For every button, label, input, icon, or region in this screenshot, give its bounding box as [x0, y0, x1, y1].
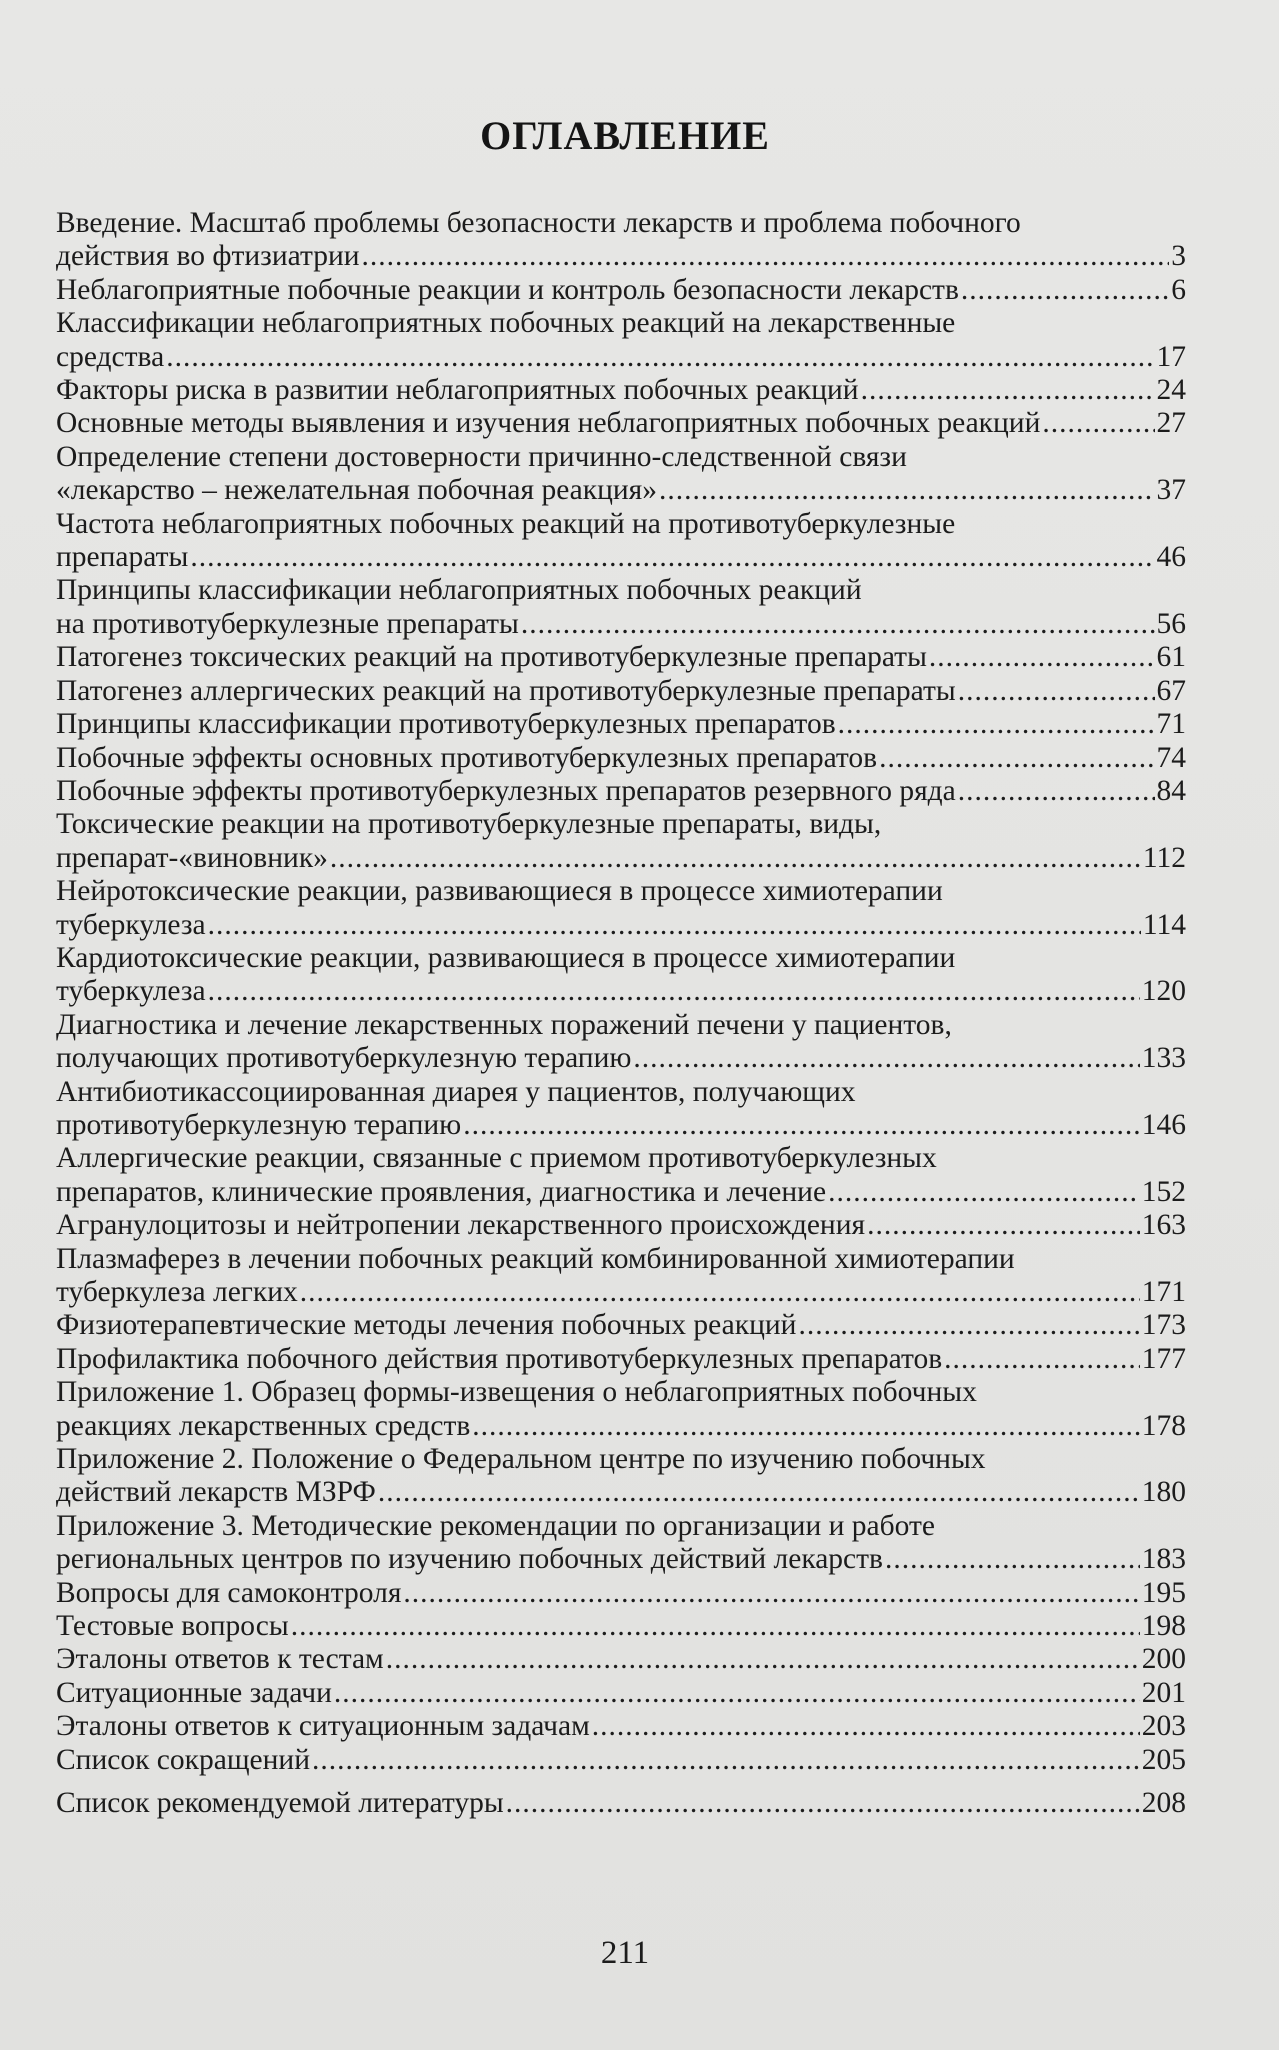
dot-leader [386, 1643, 1140, 1676]
toc-entry-text: препараты [56, 541, 189, 574]
toc-entry [56, 274, 1186, 307]
dot-leader [633, 1042, 1139, 1075]
dot-leader [867, 1209, 1140, 1242]
toc-entry [56, 1343, 1186, 1376]
toc-entry-last-line [56, 274, 1186, 307]
toc-entry-last-line [56, 1610, 1186, 1643]
toc-entry-text: Частота неблагоприятных побочных реакций на противотуберкулезные [56, 507, 956, 540]
toc-entry-last-line [56, 1109, 1186, 1142]
toc-entry-text: региональных центров по изучению побочных действий лекарств [56, 1543, 883, 1576]
toc-page-number: 201 [1141, 1676, 1186, 1709]
toc-entry-last-line [56, 1309, 1186, 1342]
toc-entry-text: Патогенез аллергических реакций на противотуберкулезные препараты [56, 674, 956, 707]
toc-entry-last-line [56, 407, 1186, 440]
toc-entry [56, 1787, 1186, 1820]
toc-entry-text: Эталоны ответов к тестам [56, 1643, 384, 1676]
dot-leader [861, 374, 1155, 407]
toc-entry [56, 1677, 1186, 1710]
toc-entry-last-line [56, 775, 1186, 808]
toc-entry-text: препаратов, клинические проявления, диагностика и лечение [56, 1175, 827, 1208]
dot-leader [659, 474, 1155, 507]
toc-entry-last-line [56, 909, 1186, 942]
toc-entry-last-line [56, 541, 1186, 574]
toc-entry [56, 1443, 1186, 1510]
toc-entry-text: Введение. Масштаб проблемы безопасности лекарств и проблема побочного [56, 207, 1021, 239]
toc-entry-text: Список сокращений [56, 1743, 310, 1776]
toc-entry-last-line [56, 1787, 1186, 1820]
page-number: 211 [600, 1935, 650, 1971]
toc-entry-text: Принципы классификации противотуберкулезных препаратов [56, 708, 836, 741]
toc-entry [56, 808, 1186, 875]
toc-entry-last-line [56, 608, 1186, 641]
toc-entry-text: Ситуационные задачи [56, 1676, 332, 1709]
toc-page-number: 173 [1141, 1309, 1186, 1342]
toc-entry-text: Факторы риска в развитии неблагоприятных побочных реакций [56, 374, 859, 407]
toc-entry-last-line [56, 1276, 1186, 1309]
toc-page-number: 180 [1141, 1476, 1186, 1509]
dot-leader [944, 1343, 1140, 1376]
dot-leader [208, 975, 1140, 1008]
toc-entry-last-line [56, 1410, 1186, 1443]
dot-leader [828, 1176, 1140, 1209]
toc-entry-text: получающих противотуберкулезную терапию [56, 1042, 632, 1075]
toc-page-number: 61 [1156, 641, 1186, 674]
toc-entry-text: Побочные эффекты противотуберкулезных препаратов резервного ряда [56, 774, 956, 807]
toc-entry [56, 1209, 1186, 1242]
toc-entry-last-line [56, 1710, 1186, 1743]
dot-leader [521, 608, 1155, 641]
toc-entry-text: действий лекарств МЗРФ [56, 1476, 376, 1509]
dot-leader [291, 1610, 1140, 1643]
dot-leader [961, 274, 1169, 307]
toc-page-number: 183 [1141, 1543, 1186, 1576]
toc-entry [56, 441, 1186, 508]
dot-leader [334, 1677, 1140, 1710]
dot-leader [592, 1710, 1140, 1743]
toc-page-number: 71 [1156, 708, 1186, 741]
toc-entry [56, 1243, 1186, 1310]
dot-leader [190, 541, 1154, 574]
toc-page-number: 208 [1141, 1787, 1186, 1820]
toc-entry [56, 508, 1186, 575]
toc-entry-text: «лекарство – нежелательная побочная реакция» [56, 474, 657, 507]
toc-entry-text: Приложение 1. Образец формы-извещения о неблагоприятных побочных [56, 1376, 977, 1409]
toc-entry-last-line [56, 1643, 1186, 1676]
toc-entry-last-line [56, 675, 1186, 708]
toc-entry-last-line [56, 708, 1186, 741]
toc-entry [56, 641, 1186, 674]
toc-page-number: 27 [1156, 407, 1186, 440]
toc-entry-text: Неблагоприятные побочные реакции и контроль безопасности лекарств [56, 273, 959, 306]
toc-page-number: 177 [1141, 1342, 1186, 1375]
toc-page-number: 112 [1142, 841, 1186, 874]
toc-page-number: 120 [1141, 975, 1186, 1008]
toc-entry [56, 374, 1186, 407]
toc-page-number: 114 [1142, 908, 1186, 941]
dot-leader [838, 708, 1155, 741]
toc-entry-text: действия во фтизиатрии [56, 240, 360, 273]
toc-entry-last-line [56, 374, 1186, 407]
toc-entry-text: Эталоны ответов к ситуационным задачам [56, 1710, 590, 1743]
dot-leader [463, 1109, 1140, 1142]
toc-entry [56, 942, 1186, 1009]
toc-entry-text: Кардиотоксические реакции, развивающиеся в процессе химиотерапии [56, 941, 956, 974]
toc-entry-last-line [56, 1176, 1186, 1209]
toc-entry-text: Принципы классификации неблагоприятных побочных реакций [56, 574, 862, 607]
toc-entry [56, 1643, 1186, 1676]
toc-page-number: 205 [1141, 1743, 1186, 1776]
toc-entry-text: Приложение 2. Положение о Федеральном центре по изучению побочных [56, 1443, 986, 1476]
toc-entry-text: реакциях лекарственных средств [56, 1409, 471, 1442]
toc-entry [56, 1510, 1186, 1577]
toc-entry [56, 1309, 1186, 1342]
toc-entry-text: Токсические реакции на противотуберкулезные препараты, виды, [56, 808, 882, 841]
toc-entry-last-line [56, 975, 1186, 1008]
toc-page-number: 178 [1141, 1409, 1186, 1442]
toc-page-number: 84 [1156, 774, 1186, 807]
toc-entry-text: Побочные эффекты основных противотуберкулезных препаратов [56, 741, 878, 774]
toc-entry [56, 1710, 1186, 1743]
toc-entry-text: Агранулоцитозы и нейтропении лекарственного происхождения [56, 1209, 866, 1242]
toc-entry [56, 1076, 1186, 1143]
toc-page-number: 24 [1156, 374, 1186, 407]
toc-entry [56, 1009, 1186, 1076]
toc-entry-text: Вопросы для самоконтроля [56, 1576, 402, 1609]
toc-entry [56, 742, 1186, 775]
toc-entry [56, 875, 1186, 942]
toc-entry-last-line [56, 1543, 1186, 1576]
dot-leader [958, 775, 1155, 808]
toc-entry-last-line [56, 742, 1186, 775]
toc-entry-last-line [56, 1042, 1186, 1075]
toc-page-number: 171 [1141, 1276, 1186, 1308]
toc-entry-text: туберкулеза [56, 908, 206, 941]
toc-entry-text: средства [56, 340, 165, 373]
toc-entry-text: туберкулеза легких [56, 1276, 298, 1308]
toc-entry-text: на противотуберкулезные препараты [56, 607, 519, 640]
toc-page-number: 17 [1156, 340, 1186, 373]
dot-leader [1042, 407, 1154, 440]
toc-entry-last-line [56, 474, 1186, 507]
toc-entry [56, 1744, 1186, 1777]
dot-leader [166, 341, 1154, 374]
toc-entry-last-line [56, 1343, 1186, 1376]
toc-page-number: 163 [1141, 1209, 1186, 1242]
toc-entry [56, 407, 1186, 440]
toc-entry-last-line [56, 1209, 1186, 1242]
toc-entry-text: Тестовые вопросы [56, 1610, 289, 1643]
toc-page-number: 46 [1156, 541, 1186, 574]
toc-entry-text: Диагностика и лечение лекарственных поражений печени у пациентов, [56, 1008, 952, 1041]
toc-entry [56, 1142, 1186, 1209]
toc-entry [56, 675, 1186, 708]
toc-entry-last-line [56, 641, 1186, 674]
toc-entry-text: Список рекомендуемой литературы [56, 1787, 504, 1820]
toc-entry-text: Антибиотикассоциированная диарея у пациентов, получающих [56, 1075, 856, 1108]
toc-entry [56, 574, 1186, 641]
dot-leader [885, 1543, 1140, 1576]
dot-leader [208, 909, 1141, 942]
dot-leader [958, 675, 1155, 708]
toc-entry [56, 708, 1186, 741]
toc-entry [56, 207, 1186, 274]
toc-entry-text: Классификации неблагоприятных побочных реакций на лекарственные [56, 307, 956, 340]
dot-leader [506, 1787, 1140, 1820]
toc-entry-text: Патогенез токсических реакций на противотуберкулезные препараты [56, 641, 927, 674]
toc-page-number: 37 [1156, 474, 1186, 507]
toc-entry-text: Физиотерапевтические методы лечения побочных реакций [56, 1309, 797, 1342]
toc-page-number: 152 [1141, 1175, 1186, 1208]
toc-entry-text: туберкулеза [56, 975, 206, 1008]
toc-entry-text: Основные методы выявления и изучения неблагоприятных побочных реакций [56, 407, 1041, 440]
toc-page-number: 74 [1156, 741, 1186, 774]
toc-page-number: 203 [1141, 1710, 1186, 1743]
toc-entry-last-line [56, 1577, 1186, 1610]
toc-entry [56, 1610, 1186, 1643]
toc-entry-last-line [56, 1677, 1186, 1710]
dot-leader [300, 1276, 1140, 1309]
toc-page-number: 198 [1141, 1610, 1186, 1643]
toc-page-number: 195 [1141, 1576, 1186, 1609]
toc-entry-last-line [56, 842, 1186, 875]
dot-leader [330, 842, 1141, 875]
toc-page-number: 3 [1171, 240, 1186, 273]
dot-leader [312, 1744, 1140, 1777]
toc-page-number: 133 [1141, 1042, 1186, 1075]
toc-page-number: 200 [1141, 1643, 1186, 1676]
toc-entry [56, 307, 1186, 374]
toc-entry-text: противотуберкулезную терапию [56, 1108, 462, 1141]
toc-entry-text: Плазмаферез в лечении побочных реакций комбинированной химиотерапии [56, 1242, 1015, 1275]
toc-entry-text: препарат-«виновник» [56, 841, 328, 874]
dot-leader [929, 641, 1155, 674]
table-of-contents [56, 207, 1186, 1821]
toc-entry-text: Определение степени достоверности причинно-следственной связи [56, 440, 907, 473]
toc-entry-last-line [56, 1476, 1186, 1509]
toc-page-number: 67 [1156, 674, 1186, 707]
toc-entry [56, 775, 1186, 808]
toc-entry-text: Приложение 3. Методические рекомендации по организации и работе [56, 1509, 935, 1542]
toc-page-number: 6 [1171, 273, 1186, 306]
toc-entry-text: Аллергические реакции, связанные с приемом противотуберкулезных [56, 1142, 937, 1175]
dot-leader [798, 1309, 1139, 1342]
dot-leader [362, 240, 1170, 273]
dot-leader [879, 742, 1154, 775]
toc-entry-last-line [56, 1744, 1186, 1777]
dot-leader [472, 1410, 1139, 1443]
toc-entry-text: Профилактика побочного действия противотуберкулезных препаратов [56, 1342, 943, 1375]
toc-entry-last-line [56, 240, 1186, 273]
page-title: ОГЛАВЛЕНИЕ [480, 113, 770, 158]
toc-entry [56, 1376, 1186, 1443]
toc-entry-text: Нейротоксические реакции, развивающиеся в процессе химиотерапии [56, 875, 943, 908]
toc-entry-last-line [56, 341, 1186, 374]
dot-leader [378, 1476, 1140, 1509]
toc-page-number: 56 [1156, 607, 1186, 640]
toc-page-number: 146 [1141, 1108, 1186, 1141]
dot-leader [403, 1577, 1139, 1610]
toc-entry [56, 1577, 1186, 1610]
